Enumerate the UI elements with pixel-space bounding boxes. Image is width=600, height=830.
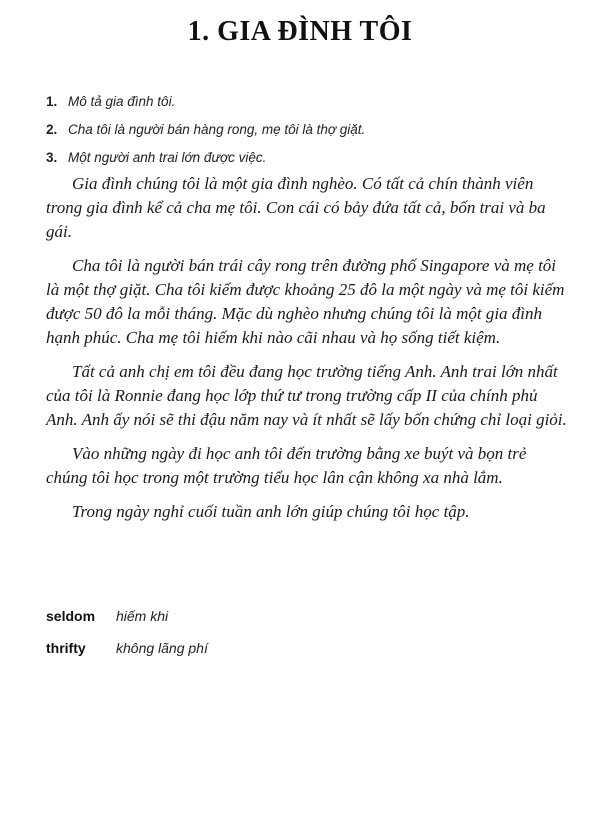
question-list [46, 88, 365, 172]
vocabulary-item [46, 632, 208, 664]
vocabulary-item [46, 600, 208, 632]
question-text: Cha tôi là người bán hàng rong, mẹ tôi là thợ giặt. [68, 122, 366, 137]
story-paragraph: Vào những ngày đi học anh tôi đến trường bằng xe buýt và bọn trẻ chúng tôi học trong một trường tiểu học lân cận không xa nhà lắm. [46, 444, 527, 487]
vocabulary-list [46, 600, 208, 664]
question-item [46, 116, 365, 144]
question-number: 2. [46, 122, 58, 137]
story-paragraph: Tất cả anh chị em tôi đều đang học trường tiếng Anh. Anh trai lớn nhất của tôi là Ronnie đang học lớp thứ tư trong trường cấp II của chính phủ Anh. Anh ấy nói sẽ thi đậu năm nay và ít nhất sẽ lấy bốn chứng chỉ loại giỏi. [46, 362, 567, 429]
question-text: Mô tả gia đình tôi. [68, 94, 176, 109]
story-body [46, 172, 568, 534]
question-number: 3. [46, 150, 58, 165]
page-title: 1. GIA ĐÌNH TÔI [187, 16, 413, 47]
story-paragraph: Gia đình chúng tôi là một gia đình nghèo. Có tất cả chín thành viên trong gia đình kể cả cha mẹ tôi. Con cái có bảy đứa tất cả, bốn trai và ba gái. [46, 174, 546, 241]
vocabulary-definition: hiếm khi [116, 608, 169, 624]
vocabulary-term: thrifty [46, 640, 86, 656]
vocabulary-definition: không lãng phí [116, 640, 208, 656]
story-paragraph: Trong ngày nghỉ cuối tuần anh lớn giúp chúng tôi học tập. [72, 502, 470, 521]
story-paragraph: Cha tôi là người bán trái cây rong trên đường phố Singapore và mẹ tôi là một thợ giặt. Cha tôi kiếm được khoảng 25 đô la một ngày và mẹ tôi kiếm được 50 đô la mỗi tháng. Mặc dù nghèo nhưng chúng tôi là một gia đình hạnh phúc. Cha mẹ tôi hiếm khi nào cãi nhau và họ sống tiết kiệm. [46, 256, 565, 347]
question-item [46, 88, 365, 116]
vocabulary-term: seldom [46, 608, 96, 624]
question-item [46, 144, 365, 172]
question-number: 1. [46, 94, 58, 109]
question-text: Một người anh trai lớn được việc. [68, 150, 267, 165]
